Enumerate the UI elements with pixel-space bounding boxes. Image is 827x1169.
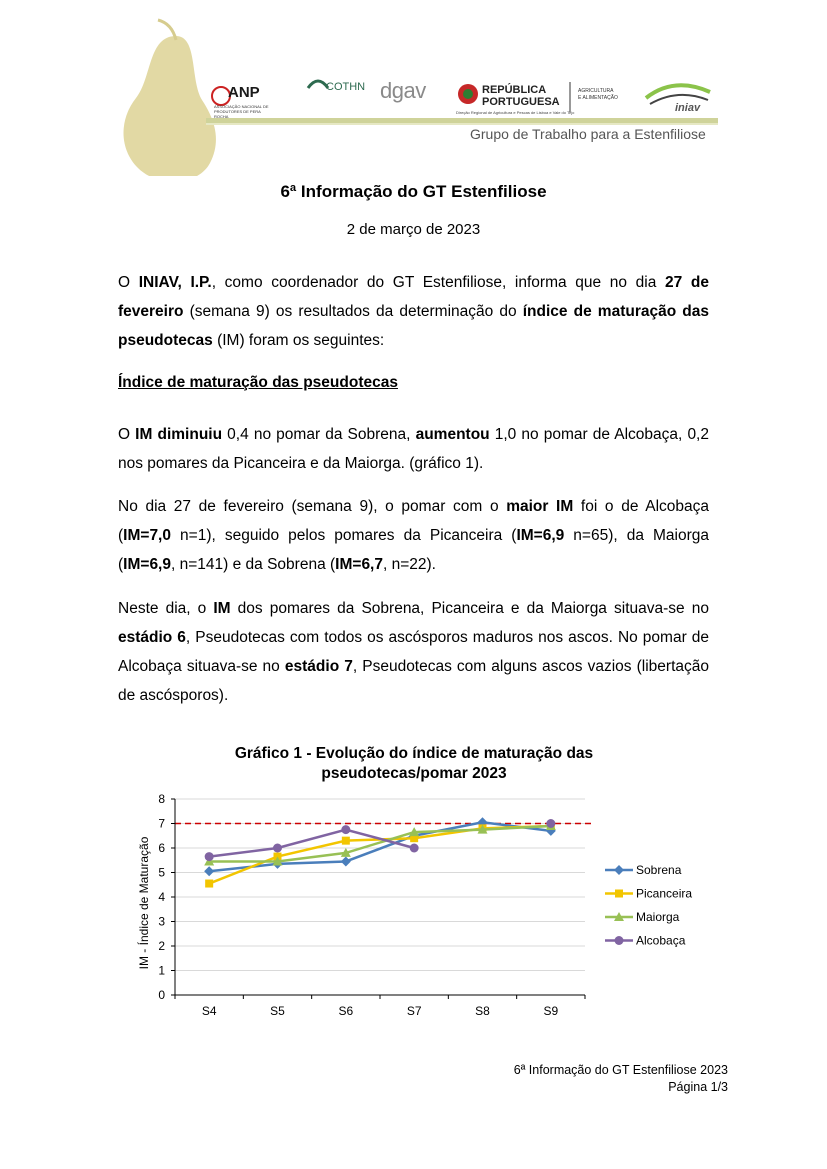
- legend-label-picanceira: Picanceira: [636, 886, 693, 901]
- text-bold: IM diminuiu: [135, 426, 223, 443]
- y-tick-label: 5: [158, 865, 165, 880]
- paragraph-im-change: [118, 420, 709, 478]
- text-run: dos pomares da Sobrena, Picanceira e da Maiorga situava-se no: [230, 600, 709, 617]
- republica-logo-line1: REPÚBLICA: [482, 84, 547, 96]
- text-run: (semana 9) os resultados da determinação do: [183, 303, 523, 320]
- footer-page-number: Página 1/3: [668, 1080, 728, 1094]
- banner-band: [206, 118, 718, 123]
- text-bold: INIAV, I.P.: [138, 274, 212, 291]
- document-date: 2 de março de 2023: [346, 221, 481, 238]
- direcao-regional-text: Direção Regional de Agricultura e Pescas de Lisboa e Vale do Tejo: [456, 110, 575, 115]
- chart-title-line2: pseudotecas/pomar 2023: [321, 765, 507, 782]
- legend-label-maiorga: Maiorga: [636, 910, 680, 924]
- cothn-logo-mark-icon: [308, 81, 328, 88]
- anp-subtitle: ASSOCIAÇÃO NACIONAL DE PRODUTORES DE PERA ROCHA: [214, 104, 269, 119]
- cothn-logo: COTHN: [326, 81, 366, 93]
- text-bold: 27 de fevereiro: [118, 274, 709, 320]
- y-tick-label: 2: [158, 939, 165, 953]
- text-run: O: [118, 426, 136, 443]
- data-point-alcobaca: [341, 825, 350, 834]
- data-point-alcobaca: [273, 844, 282, 853]
- chart-title-line1: Gráfico 1 - Evolução do índice de maturação das: [234, 745, 594, 762]
- x-tick-label: S7: [406, 1004, 422, 1018]
- data-point-alcobaca: [205, 852, 214, 861]
- chart-series-group: [204, 817, 556, 887]
- chart-legend: [605, 863, 692, 948]
- x-tick-label: S8: [475, 1004, 490, 1018]
- data-point-picanceira: [205, 880, 213, 888]
- banner-caption: Grupo de Trabalho para a Estenfiliose: [470, 126, 706, 142]
- x-tick-label: S6: [338, 1004, 354, 1018]
- text-bold: estádio 7: [284, 658, 353, 675]
- chart-gridlines: [175, 799, 585, 971]
- paragraph-stages: [118, 594, 709, 710]
- text-run: n=1), seguido pelos pomares da Picanceira (: [171, 527, 517, 544]
- y-tick-label: 7: [158, 816, 165, 831]
- data-point-picanceira: [342, 837, 350, 845]
- iniav-logo-mark-icon: [646, 85, 710, 98]
- banner-band-shadow: [206, 123, 718, 125]
- text-run: (IM) foram os seguintes:: [212, 332, 385, 349]
- text-run: O: [118, 274, 139, 291]
- text-bold: maior IM: [506, 498, 574, 515]
- text-bold: IM=6,9: [123, 556, 171, 573]
- text-bold: estádio 6: [118, 629, 186, 646]
- text-bold: IM=6,7: [335, 556, 383, 573]
- paragraph-intro: [118, 268, 709, 355]
- text-bold: IM: [213, 600, 231, 617]
- republica-logo-line2: PORTUGUESA: [482, 96, 560, 108]
- data-point-alcobaca: [410, 844, 419, 853]
- y-tick-label: 1: [158, 963, 165, 978]
- y-tick-label: 4: [158, 890, 165, 904]
- header-banner: [118, 18, 718, 176]
- text-run: , Pseudotecas com todos os ascósporos maduros nos ascos. No pomar de Alcobaça situava-se no: [118, 629, 709, 675]
- y-tick-label: 3: [158, 914, 165, 929]
- text-run: , n=22).: [383, 556, 436, 573]
- text-run: n=65), da Maiorga (: [118, 527, 709, 573]
- text-bold: aumentou: [415, 426, 490, 443]
- text-run: , n=141) e da Sobrena (: [171, 556, 336, 573]
- agricultura-line1: AGRICULTURA: [578, 88, 614, 94]
- legend-label-alcobaca: Alcobaça: [636, 933, 686, 948]
- text-bold: IM=6,9: [516, 527, 565, 544]
- y-tick-label: 6: [158, 841, 165, 855]
- dgav-logo: dgav: [380, 78, 426, 103]
- x-tick-label: S5: [270, 1004, 285, 1018]
- text-run: Neste dia, o: [118, 600, 214, 617]
- republica-emblem-center-icon: [463, 89, 473, 99]
- text-run: foi o de Alcobaça (: [118, 498, 709, 544]
- anp-logo: ANP: [228, 84, 260, 101]
- text-run: , como coordenador do GT Estenfiliose, informa que no dia: [211, 274, 665, 291]
- text-bold: índice de maturação das pseudotecas: [118, 303, 709, 349]
- series-line-maiorga: [209, 826, 551, 862]
- x-tick-label: S9: [543, 1004, 559, 1018]
- data-point-sobrena: [341, 856, 351, 866]
- maturation-chart: [130, 738, 710, 1028]
- paragraph-im-values: [118, 492, 709, 579]
- footer-document-name: 6ª Informação do GT Estenfiliose 2023: [513, 1063, 728, 1077]
- legend-marker-alcobaca: [615, 936, 624, 945]
- data-point-sobrena: [204, 866, 214, 876]
- text-bold: IM=7,0: [123, 527, 171, 544]
- iniav-logo: iniav: [675, 102, 701, 114]
- pear-icon: [124, 36, 216, 176]
- legend-marker-picanceira: [615, 890, 623, 898]
- section-heading: Índice de maturação das pseudotecas: [118, 374, 398, 391]
- data-point-alcobaca: [546, 819, 555, 828]
- series-line-picanceira: [209, 826, 551, 884]
- agricultura-line2: E ALIMENTAÇÃO: [578, 95, 618, 101]
- y-tick-label: 0: [158, 988, 165, 1002]
- x-tick-label: S4: [201, 1004, 217, 1018]
- legend-marker-sobrena: [614, 865, 624, 875]
- text-run: 0,4 no pomar da Sobrena,: [222, 426, 416, 443]
- chart-y-axis-label: IM - Índice de Maturação: [137, 836, 151, 970]
- text-run: 1,0 no pomar de Alcobaça, 0,2 nos pomares da Picanceira e da Maiorga. (gráfico 1).: [118, 426, 709, 472]
- y-tick-label: 8: [158, 792, 165, 806]
- text-run: , Pseudotecas com alguns ascos vazios (libertação de ascósporos).: [118, 658, 709, 704]
- document-title: 6ª Informação do GT Estenfiliose: [280, 182, 547, 201]
- text-run: No dia 27 de fevereiro (semana 9), o pomar com o: [118, 498, 507, 515]
- legend-label-sobrena: Sobrena: [636, 863, 682, 877]
